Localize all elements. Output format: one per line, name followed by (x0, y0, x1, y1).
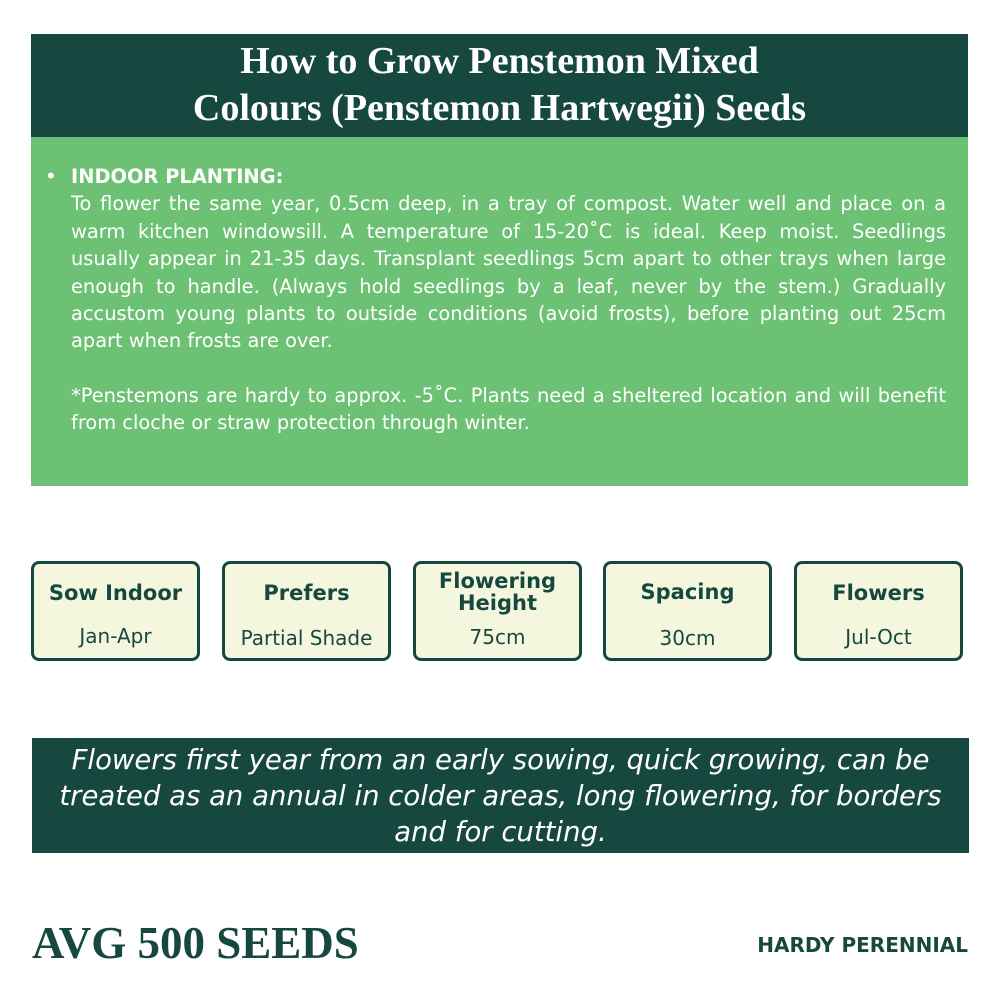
seed-count: AVG 500 SEEDS (32, 918, 359, 968)
card-spacing (603, 561, 772, 661)
card-flowers (794, 561, 963, 661)
title-line-2: Colours (Penstemon Hartwegii) Seeds (192, 87, 807, 129)
card-sow-indoor (31, 561, 200, 661)
card-value: 30cm (659, 626, 716, 650)
card-label: Sow Indoor (48, 581, 183, 605)
card-label: Flowering (438, 569, 557, 593)
title-line-1: How to Grow Penstemon Mixed (240, 40, 759, 82)
instructions-panel (31, 137, 968, 486)
bullet-point: • (45, 164, 57, 188)
card-prefers (222, 561, 391, 661)
card-label: Prefers (263, 581, 350, 605)
card-value: Partial Shade (240, 626, 373, 650)
card-label: Flowers (832, 581, 925, 605)
card-label: Spacing (640, 580, 735, 604)
card-flowering-height (413, 561, 582, 661)
tagline-banner (32, 738, 969, 853)
card-value: Jul-Oct (845, 625, 912, 649)
card-label: Height (457, 591, 538, 615)
title-banner (31, 34, 968, 137)
card-value: 75cm (469, 625, 526, 649)
card-value: Jan-Apr (79, 624, 152, 648)
tagline-text: Flowers first year from an early sowing, quick growing, can be treated as an annual in colder areas, long flowering, for borders and for cutting. (59, 744, 942, 848)
hardiness-note: *Penstemons are hardy to approx. -5˚C. Plants need a sheltered location and will benefit from cloche or straw protection through winter. (71, 383, 946, 435)
plant-type: HARDY PERENNIAL (757, 933, 968, 957)
info-cards (31, 561, 968, 664)
instructions-body: To flower the same year, 0.5cm deep, in a tray of compost. Water well and place on a warm kitchen windowsill. A temperature of 15-20˚C is ideal. Keep moist. Seedlings usually appear in 21-35 days. Transplant seedlings 5cm apart to other trays when large enough to handle. (Always hold seedlings by a leaf, never by the stem.) Gradually accustom young plants to outside conditions (avoid frosts), before planting out 25cm apart when frosts are over. (71, 192, 946, 353)
instructions-heading: INDOOR PLANTING: (71, 165, 284, 188)
